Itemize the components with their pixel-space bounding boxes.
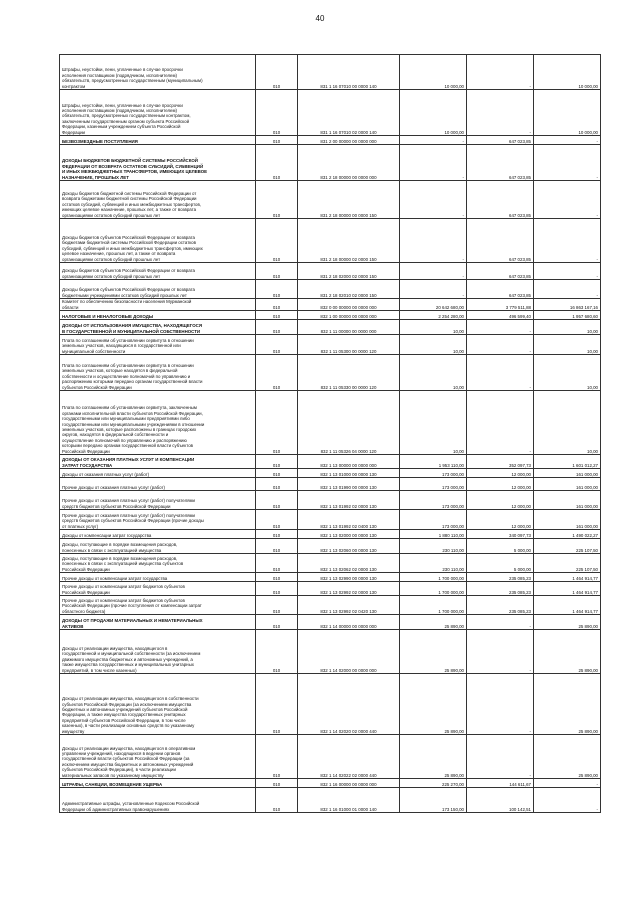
row-rest-cell: 1 490 022,27 [534,530,601,539]
table-row [60,280,601,299]
row-exec-cell: 647 023,85 [467,136,534,145]
row-name-cell: ДОХОДЫ ОТ ОКАЗАНИЯ ПЛАТНЫХ УСЛУГ И КОМПЕНСАЦИИ ЗАТРАТ ГОСУДАРСТВА [60,455,256,469]
row-kbk-cell: 832 1 13 00000 00 0000 000 [298,455,400,469]
row-code-cell: 010 [256,299,298,311]
row-kbk-cell: 832 1 13 01990 00 0000 130 [298,478,400,491]
row-kbk-cell: 832 1 11 05326 04 0000 120 [298,391,400,455]
row-rest-cell: - [534,219,601,263]
row-plan-cell: 173 150,00 [400,788,467,813]
row-exec-cell: 144 611,67 [467,779,534,788]
row-exec-cell: 647 023,85 [467,219,534,263]
row-plan-cell: 230 110,00 [400,554,467,573]
row-plan-cell: 10,00 [400,335,467,355]
row-rest-cell: 25 890,00 [534,674,601,735]
table-row [60,311,601,320]
report-body [60,55,601,813]
table-row [60,299,601,311]
row-exec-cell: 647 023,85 [467,181,534,219]
row-exec-cell: 352 097,73 [467,455,534,469]
row-exec-cell: - [467,90,534,136]
row-rest-cell: 10 000,00 [534,90,601,136]
row-plan-cell: 173 000,00 [400,478,467,491]
row-kbk-cell: 832 1 13 02990 00 0000 130 [298,573,400,582]
row-plan-cell: 10,00 [400,391,467,455]
row-rest-cell: - [534,788,601,813]
table-row [60,478,601,491]
row-rest-cell: 10,00 [534,391,601,455]
row-name-cell: Штрафы, неустойки, пени, уплаченные в случае просрочки исполнения поставщиком (подрядчиком, исполнителем) обязательств, предусмотренных государственным (муниципальным) контрактом [60,55,256,90]
table-row [60,582,601,596]
row-name-cell: Прочие доходы от компенсации затрат бюджетов субъектов Российской Федерации (прочие поступления от компенсации затрат областного бюджета) [60,596,256,615]
table-row [60,491,601,510]
row-exec-cell: - [467,735,534,779]
row-name-cell: Доходы от реализации имущества, находящегося в собственности субъектов Российской Федерации (за исключением имущества бюджетных и автономных учреждений субъектов Российской Федерации, а также имущества государственных унитарных предприятий субъектов Российской Федерации, в том числе казенных), в части реализации основных средств по указанному имуществу [60,674,256,735]
row-name-cell: Доходы бюджетов субъектов Российской Федерации от возврата бюджетными учреждениями остатков субсидий прошлых лет [60,280,256,299]
row-rest-cell: 161 000,00 [534,491,601,510]
table-row [60,674,601,735]
row-kbk-cell: 831 2 18 02010 02 0000 150 [298,280,400,299]
row-exec-cell: 235 085,23 [467,582,534,596]
row-exec-cell: - [467,355,534,391]
row-kbk-cell: 831 2 18 00000 02 0000 150 [298,219,400,263]
row-name-cell: Прочие доходы от оказания платных услуг (работ) [60,478,256,491]
table-row [60,554,601,573]
row-exec-cell: - [467,391,534,455]
row-exec-cell: 496 599,40 [467,311,534,320]
row-kbk-cell: 832 1 13 01992 02 0400 130 [298,510,400,530]
row-code-cell: 010 [256,573,298,582]
row-code-cell: 010 [256,582,298,596]
table-row [60,136,601,145]
row-code-cell: 010 [256,320,298,335]
row-rest-cell: 225 107,50 [534,539,601,554]
row-name-cell: Доходы бюджетов субъектов Российской Федерации от возврата бюджетами бюджетной системы Российской Федерации остатков субсидий, субвенций и иных межбюджетных трансфертов, имеющих целевое назначение, прошлых лет, а также от возврата организациями остатков субсидий прошлых лет [60,219,256,263]
row-name-cell: Прочие доходы от компенсации затрат государства [60,573,256,582]
row-plan-cell: 173 000,00 [400,469,467,478]
table-row [60,219,601,263]
row-kbk-cell: 831 2 18 02000 02 0000 150 [298,263,400,280]
row-code-cell: 010 [256,90,298,136]
row-exec-cell: 12 000,00 [467,510,534,530]
row-code-cell: 010 [256,55,298,90]
row-name-cell: ДОХОДЫ БЮДЖЕТОВ БЮДЖЕТНОЙ СИСТЕМЫ РОССИЙСКОЙ ФЕДЕРАЦИИ ОТ ВОЗВРАТА ОСТАТКОВ СУБСИДИЙ, СУБВЕНЦИЙ И ИНЫХ МЕЖБЮДЖЕТНЫХ ТРАНСФЕРТОВ, ИМЕЮЩИХ ЦЕЛЕВОЕ НАЗНАЧЕНИЕ, ПРОШЛЫХ ЛЕТ [60,145,256,181]
row-name-cell: Плата по соглашениям об установлении сервитута, заключенным органами исполнительной власти субъектов Российской Федерации, государственными или муниципальными предприятиями либо государственными или муниципальными учреждениями в отношении земельных участков, которые расположены в границах городских округов, находятся в федеральной собственности и осуществление полномочий по управлению и распоряжению которыми передано органам государственной власти субъектов Российской Федерации [60,391,256,455]
row-code-cell: 010 [256,554,298,573]
row-kbk-cell: 832 1 16 00000 00 0000 000 [298,779,400,788]
row-plan-cell: 1 700 000,00 [400,596,467,615]
row-code-cell: 010 [256,469,298,478]
row-code-cell: 010 [256,280,298,299]
row-rest-cell: - [534,263,601,280]
row-exec-cell: 12 000,00 [467,478,534,491]
table-row [60,530,601,539]
row-kbk-cell: 832 1 13 01992 02 0000 130 [298,491,400,510]
row-code-cell: 010 [256,145,298,181]
row-code-cell: 010 [256,181,298,219]
row-exec-cell: 3 779 511,88 [467,299,534,311]
table-row [60,181,601,219]
row-exec-cell: - [467,55,534,90]
row-code-cell: 010 [256,391,298,455]
row-plan-cell: 1 700 000,00 [400,573,467,582]
row-rest-cell: 1 464 914,77 [534,573,601,582]
row-kbk-cell: 832 0 00 00000 00 0000 000 [298,299,400,311]
row-name-cell: Доходы от реализации имущества, находящегося в оперативном управлении учреждений, находящихся в ведении органов государственной власти субъектов Российской Федерации (за исключением имущества бюджетных и автономных учреждений субъектов Российской Федерации), в части реализации материальных запасов по указанному имуществу [60,735,256,779]
row-name-cell: Доходы бюджетов субъектов Российской Федерации от возврата организациями остатков субсидий прошлых лет [60,263,256,280]
row-kbk-cell: 832 1 16 01000 01 0000 140 [298,788,400,813]
table-row [60,779,601,788]
row-kbk-cell: 831 2 00 00000 00 0000 000 [298,136,400,145]
row-code-cell: 010 [256,779,298,788]
row-code-cell: 010 [256,530,298,539]
row-kbk-cell: 832 1 13 02992 02 0000 130 [298,582,400,596]
row-code-cell: 010 [256,219,298,263]
table-row [60,90,601,136]
row-exec-cell: 340 097,73 [467,530,534,539]
row-kbk-cell: 832 1 13 02992 02 0420 130 [298,596,400,615]
row-exec-cell: - [467,674,534,735]
row-name-cell: Доходы бюджетов бюджетной системы Российской Федерации от возврата бюджетами бюджетной системы Российской Федерации остатков субсидий, субвенций и иных межбюджетных трансфертов, имеющих целевое назначение, прошлых лет, а также от возврата организациями остатков субсидий прошлых лет [60,181,256,219]
row-kbk-cell: 831 2 18 00000 00 0000 150 [298,181,400,219]
row-rest-cell: - [534,181,601,219]
row-kbk-cell: 832 1 11 05330 00 0000 120 [298,355,400,391]
row-exec-cell: - [467,630,534,674]
row-plan-cell: - [400,181,467,219]
row-kbk-cell: 831 1 16 07010 02 0000 140 [298,90,400,136]
row-rest-cell: 10,00 [534,355,601,391]
row-kbk-cell: 832 1 11 05300 00 0000 120 [298,335,400,355]
row-code-cell: 010 [256,539,298,554]
row-rest-cell: 1 601 012,27 [534,455,601,469]
row-name-cell: Прочие доходы от оказания платных услуг (работ) получателями средств бюджетов субъектов Российской Федерации (прочие доходы от платных услуг) [60,510,256,530]
row-code-cell: 010 [256,263,298,280]
row-plan-cell: 1 700 000,00 [400,582,467,596]
row-name-cell: Доходы от реализации имущества, находящегося в государственной и муниципальной собственности (за исключением движимого имущества бюджетных и автономных учреждений, а также имущества государственных и муниципальных унитарных предприятий, в том числе казенных) [60,630,256,674]
page-number: 40 [315,14,325,23]
row-rest-cell: 225 107,50 [534,554,601,573]
table-row [60,455,601,469]
row-name-cell: ДОХОДЫ ОТ ПРОДАЖИ МАТЕРИАЛЬНЫХ И НЕМАТЕРИАЛЬНЫХ АКТИВОВ [60,615,256,630]
row-plan-cell: 25 890,00 [400,615,467,630]
row-name-cell: Штрафы, неустойки, пени, уплаченные в случае просрочки исполнения поставщиком (подрядчиком, исполнителем) обязательств, предусмотренных государственным контрактом, заключенным государственным органом субъекта Российской Федерации, казенным учреждением субъекта Российской Федерации [60,90,256,136]
row-rest-cell: 25 890,00 [534,630,601,674]
row-code-cell: 010 [256,510,298,530]
row-name-cell: Административные штрафы, установленные Кодексом Российской Федерации об административных правонарушениях [60,788,256,813]
row-code-cell: 010 [256,788,298,813]
row-plan-cell: 20 642 680,00 [400,299,467,311]
table-row [60,263,601,280]
row-kbk-cell: 832 1 14 00000 00 0000 000 [298,615,400,630]
table-row [60,735,601,779]
row-plan-cell: 10 000,00 [400,90,467,136]
row-rest-cell: 10,00 [534,335,601,355]
row-rest-cell: 25 890,00 [534,615,601,630]
row-rest-cell: 16 863 167,16 [534,299,601,311]
row-name-cell: ШТРАФЫ, САНКЦИИ, ВОЗМЕЩЕНИЕ УЩЕРБА [60,779,256,788]
row-plan-cell: 10,00 [400,355,467,391]
row-name-cell: Плата по соглашениям об установлении сервитута в отношении земельных участков, которые находятся в федеральной собственности и осуществление полномочий по управлению и распоряжению которыми передано органам государственной власти субъектов Российской Федерации [60,355,256,391]
row-code-cell: 010 [256,735,298,779]
row-name-cell: Плата по соглашениям об установлении сервитута в отношении земельных участков, находящихся в государственной или муниципальной собственности [60,335,256,355]
table-row [60,391,601,455]
row-plan-cell: - [400,219,467,263]
table-row [60,539,601,554]
row-plan-cell: - [400,136,467,145]
row-exec-cell: 5 000,00 [467,554,534,573]
row-plan-cell: 2 254 280,00 [400,311,467,320]
row-code-cell: 010 [256,630,298,674]
table-row [60,55,601,90]
row-exec-cell: 235 085,23 [467,596,534,615]
row-plan-cell: 225 270,00 [400,779,467,788]
row-rest-cell: 10,00 [534,320,601,335]
row-plan-cell: 25 890,00 [400,735,467,779]
row-rest-cell: 25 890,00 [534,735,601,779]
table-row [60,335,601,355]
row-plan-cell: 10 000,00 [400,55,467,90]
row-code-cell: 010 [256,674,298,735]
row-name-cell: Прочие доходы от компенсации затрат бюджетов субъектов Российской Федерации [60,582,256,596]
row-rest-cell: - [534,136,601,145]
row-name-cell: Доходы, поступающие в порядке возмещения расходов, понесенных в связи с эксплуатацией имущества [60,539,256,554]
row-exec-cell: 647 023,85 [467,280,534,299]
row-rest-cell: - [534,779,601,788]
row-rest-cell: 161 000,00 [534,510,601,530]
table-row [60,596,601,615]
table-row [60,630,601,674]
row-plan-cell: 1 953 110,00 [400,455,467,469]
row-plan-cell: 10,00 [400,320,467,335]
row-exec-cell: 12 000,00 [467,491,534,510]
row-exec-cell: 12 000,00 [467,469,534,478]
row-kbk-cell: 831 1 16 07010 00 0000 140 [298,55,400,90]
row-plan-cell: 1 880 110,00 [400,530,467,539]
row-name-cell: Доходы от оказания платных услуг (работ) [60,469,256,478]
row-name-cell: НАЛОГОВЫЕ И НЕНАЛОГОВЫЕ ДОХОДЫ [60,311,256,320]
table-row [60,320,601,335]
row-code-cell: 010 [256,478,298,491]
row-name-cell: ДОХОДЫ ОТ ИСПОЛЬЗОВАНИЯ ИМУЩЕСТВА, НАХОДЯЩЕГОСЯ В ГОСУДАРСТВЕННОЙ И МУНИЦИПАЛЬНОЙ СОБСТВЕННОСТИ [60,320,256,335]
row-kbk-cell: 832 1 14 02000 00 0000 000 [298,630,400,674]
row-code-cell: 010 [256,491,298,510]
row-exec-cell: - [467,615,534,630]
row-exec-cell: 647 023,85 [467,263,534,280]
row-name-cell: Комитет по обеспечению безопасности населения Мурманской области [60,299,256,311]
row-code-cell: 010 [256,355,298,391]
row-rest-cell: 10 000,00 [534,55,601,90]
row-name-cell: Доходы, поступающие в порядке возмещения расходов, понесенных в связи с эксплуатацией имущества субъектов Российской Федерации [60,554,256,573]
row-kbk-cell: 832 1 00 00000 00 0000 000 [298,311,400,320]
row-rest-cell: 1 464 914,77 [534,582,601,596]
row-kbk-cell: 832 1 13 02060 00 0000 130 [298,539,400,554]
table-row [60,573,601,582]
row-code-cell: 010 [256,455,298,469]
row-exec-cell: 647 023,85 [467,145,534,181]
row-exec-cell: 235 085,23 [467,573,534,582]
row-code-cell: 010 [256,596,298,615]
table-row [60,788,601,813]
row-kbk-cell: 832 1 13 02000 00 0000 130 [298,530,400,539]
row-kbk-cell: 831 2 18 00000 00 0000 000 [298,145,400,181]
row-plan-cell: - [400,145,467,181]
row-rest-cell: 161 000,00 [534,478,601,491]
row-code-cell: 010 [256,615,298,630]
row-plan-cell: 25 890,00 [400,630,467,674]
row-rest-cell: 1 464 914,77 [534,596,601,615]
row-kbk-cell: 832 1 11 00000 00 0000 000 [298,320,400,335]
row-kbk-cell: 832 1 14 02020 02 0000 440 [298,674,400,735]
row-kbk-cell: 832 1 13 01000 00 0000 130 [298,469,400,478]
table-row [60,355,601,391]
row-code-cell: 010 [256,335,298,355]
row-plan-cell: - [400,280,467,299]
table-row [60,615,601,630]
row-plan-cell: 173 000,00 [400,491,467,510]
row-plan-cell: 230 110,00 [400,539,467,554]
table-row [60,469,601,478]
income-report-table [59,54,601,813]
row-rest-cell: 1 957 680,60 [534,311,601,320]
row-kbk-cell: 832 1 14 02022 02 0000 440 [298,735,400,779]
row-plan-cell: 25 890,00 [400,674,467,735]
row-exec-cell: 100 142,51 [467,788,534,813]
row-kbk-cell: 832 1 13 02062 02 0000 130 [298,554,400,573]
table-row [60,145,601,181]
row-name-cell: Прочие доходы от оказания платных услуг (работ) получателями средств бюджетов субъектов Российской Федерации [60,491,256,510]
row-rest-cell: - [534,280,601,299]
row-plan-cell: 173 000,00 [400,510,467,530]
row-plan-cell: - [400,263,467,280]
row-exec-cell: 5 000,00 [467,539,534,554]
row-exec-cell: - [467,335,534,355]
row-name-cell: БЕЗВОЗМЕЗДНЫЕ ПОСТУПЛЕНИЯ [60,136,256,145]
row-rest-cell: 161 000,00 [534,469,601,478]
row-rest-cell: - [534,145,601,181]
row-code-cell: 010 [256,311,298,320]
row-exec-cell: - [467,320,534,335]
row-name-cell: Доходы от компенсации затрат государства [60,530,256,539]
table-row [60,510,601,530]
row-code-cell: 010 [256,136,298,145]
